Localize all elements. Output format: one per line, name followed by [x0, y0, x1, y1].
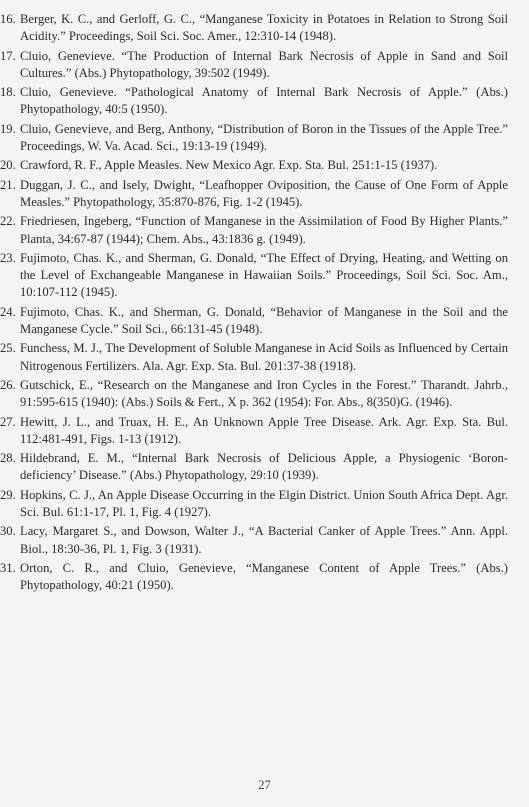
reference-text: Friedriesen, Ingeberg, “Function of Manganese in the Assimilation of Food By Higher Plants.” Planta, 34:67-87 (1944); Chem. Abs., 43:1836 g. (1949).	[20, 214, 508, 246]
reference-item	[0, 11, 508, 46]
reference-item	[0, 177, 508, 212]
reference-number: 24.	[0, 304, 16, 319]
reference-item	[0, 560, 508, 595]
reference-number: 19.	[0, 121, 16, 136]
reference-text: Hewitt, J. L., and Truax, H. E., An Unknown Apple Tree Disease. Ark. Agr. Exp. Sta. Bul. 112:481-491, Figs. 1-13 (1912).	[20, 414, 508, 446]
reference-item	[0, 377, 508, 412]
reference-number: 26.	[0, 377, 16, 392]
reference-text: Duggan, J. C., and Isely, Dwight, “Leafhopper Oviposition, the Cause of One Form of Apple Measles.” Phytopathology, 35:870-876, Fig. 1-2 (1945).	[20, 177, 508, 209]
reference-text: Gutschick, E., “Research on the Manganese and Iron Cycles in the Forest.” Tharandt. Jahrb., 91:595-615 (1940): (Abs.) Soils & Fert., X p. 362 (1954): For. Abs., 8(350)G. (1946).	[20, 377, 508, 410]
reference-item	[0, 523, 508, 558]
reference-item	[0, 213, 508, 248]
reference-text: Lacy, Margaret S., and Dowson, Walter J., “A Bacterial Canker of Apple Trees.” Ann. Appl. Biol., 18:30-36, Pl. 1, Fig. 3 (1931).	[20, 524, 508, 556]
reference-text: Cluio, Genevieve. “The Production of Internal Bark Necrosis of Apple in Sand and Soil Cultures.” (Abs.) Phytopathology, 39:502 (1949).	[20, 48, 508, 80]
reference-item	[0, 450, 508, 485]
reference-number: 29.	[0, 487, 16, 502]
reference-number: 28.	[0, 451, 16, 466]
page-number: 27	[258, 778, 271, 792]
reference-number: 16.	[0, 12, 16, 26]
reference-number: 23.	[0, 250, 16, 265]
reference-number: 25.	[0, 341, 16, 356]
reference-text: Cluio, Genevieve. “Pathological Anatomy of Internal Bark Necrosis of Apple.” (Abs.) Phytopathology, 40:5 (1950).	[20, 85, 508, 117]
reference-item	[0, 250, 508, 302]
reference-item	[0, 340, 508, 375]
reference-number: 18.	[0, 85, 16, 100]
reference-item	[0, 414, 508, 449]
reference-text: Hopkins, C. J., An Apple Disease Occurring in the Elgin District. Union South Africa Dept. Agr. Sci. Bul. 61:1-17, Pl. 1, Fig. 4 (1927).	[20, 487, 508, 520]
reference-list	[0, 11, 508, 597]
reference-number: 31.	[0, 560, 16, 575]
reference-item	[0, 84, 508, 119]
reference-item	[0, 157, 508, 174]
reference-number: 30.	[0, 524, 16, 539]
reference-item	[0, 487, 508, 522]
reference-number: 21.	[0, 177, 16, 192]
reference-text: Cluio, Genevieve, and Berg, Anthony, “Distribution of Boron in the Tissues of the Apple Tree.” Proceedings, W. Va. Acad. Sci., 19:13-19 (1949).	[20, 121, 508, 154]
reference-text: Funchess, M. J., The Development of Soluble Manganese in Acid Soils as Influenced by Certain Nitrogenous Fertilizers. Ala. Agr. Exp. Sta. Bul. 201:37-38 (1918).	[20, 341, 508, 373]
reference-text: Berger, K. C., and Gerloff, G. C., “Manganese Toxicity in Potatoes in Relation to Strong Soil Acidity.” Proceedings, Soil Sci. Soc. Amer., 12:310-14 (1948).	[20, 12, 508, 44]
reference-number: 22.	[0, 214, 16, 229]
reference-number: 17.	[0, 48, 16, 63]
reference-text: Fujimoto, Chas. K., and Sherman, G. Donald, “Behavior of Manganese in the Soil and the Manganese Cycle.” Soil Sci., 66:131-45 (1948).	[20, 304, 508, 337]
reference-text: Fujimoto, Chas. K., and Sherman, G. Donald, “The Effect of Drying, Heating, and Wetting on the Level of Exchangeable Manganese in Hawaiian Soils.” Proceedings, Soil Sci. Soc. Am., 10:107-112 (1945).	[20, 250, 508, 300]
reference-item	[0, 304, 508, 339]
reference-text: Orton, C. R., and Cluio, Genevieve, “Manganese Content of Apple Trees.” (Abs.) Phytopathology, 40:21 (1950).	[20, 560, 508, 593]
reference-number: 20.	[0, 158, 16, 173]
reference-text: Hildebrand, E. M., “Internal Bark Necrosis of Delicious Apple, a Physiogenic ‘Boron-deficiency’ Disease.” (Abs.) Phytopathology, 29:10 (1939).	[20, 451, 508, 483]
reference-item	[0, 48, 508, 83]
reference-number: 27.	[0, 414, 16, 429]
reference-item	[0, 121, 508, 156]
reference-text: Crawford, R. F., Apple Measles. New Mexico Agr. Exp. Sta. Bul. 251:1-15 (1937).	[20, 158, 438, 173]
